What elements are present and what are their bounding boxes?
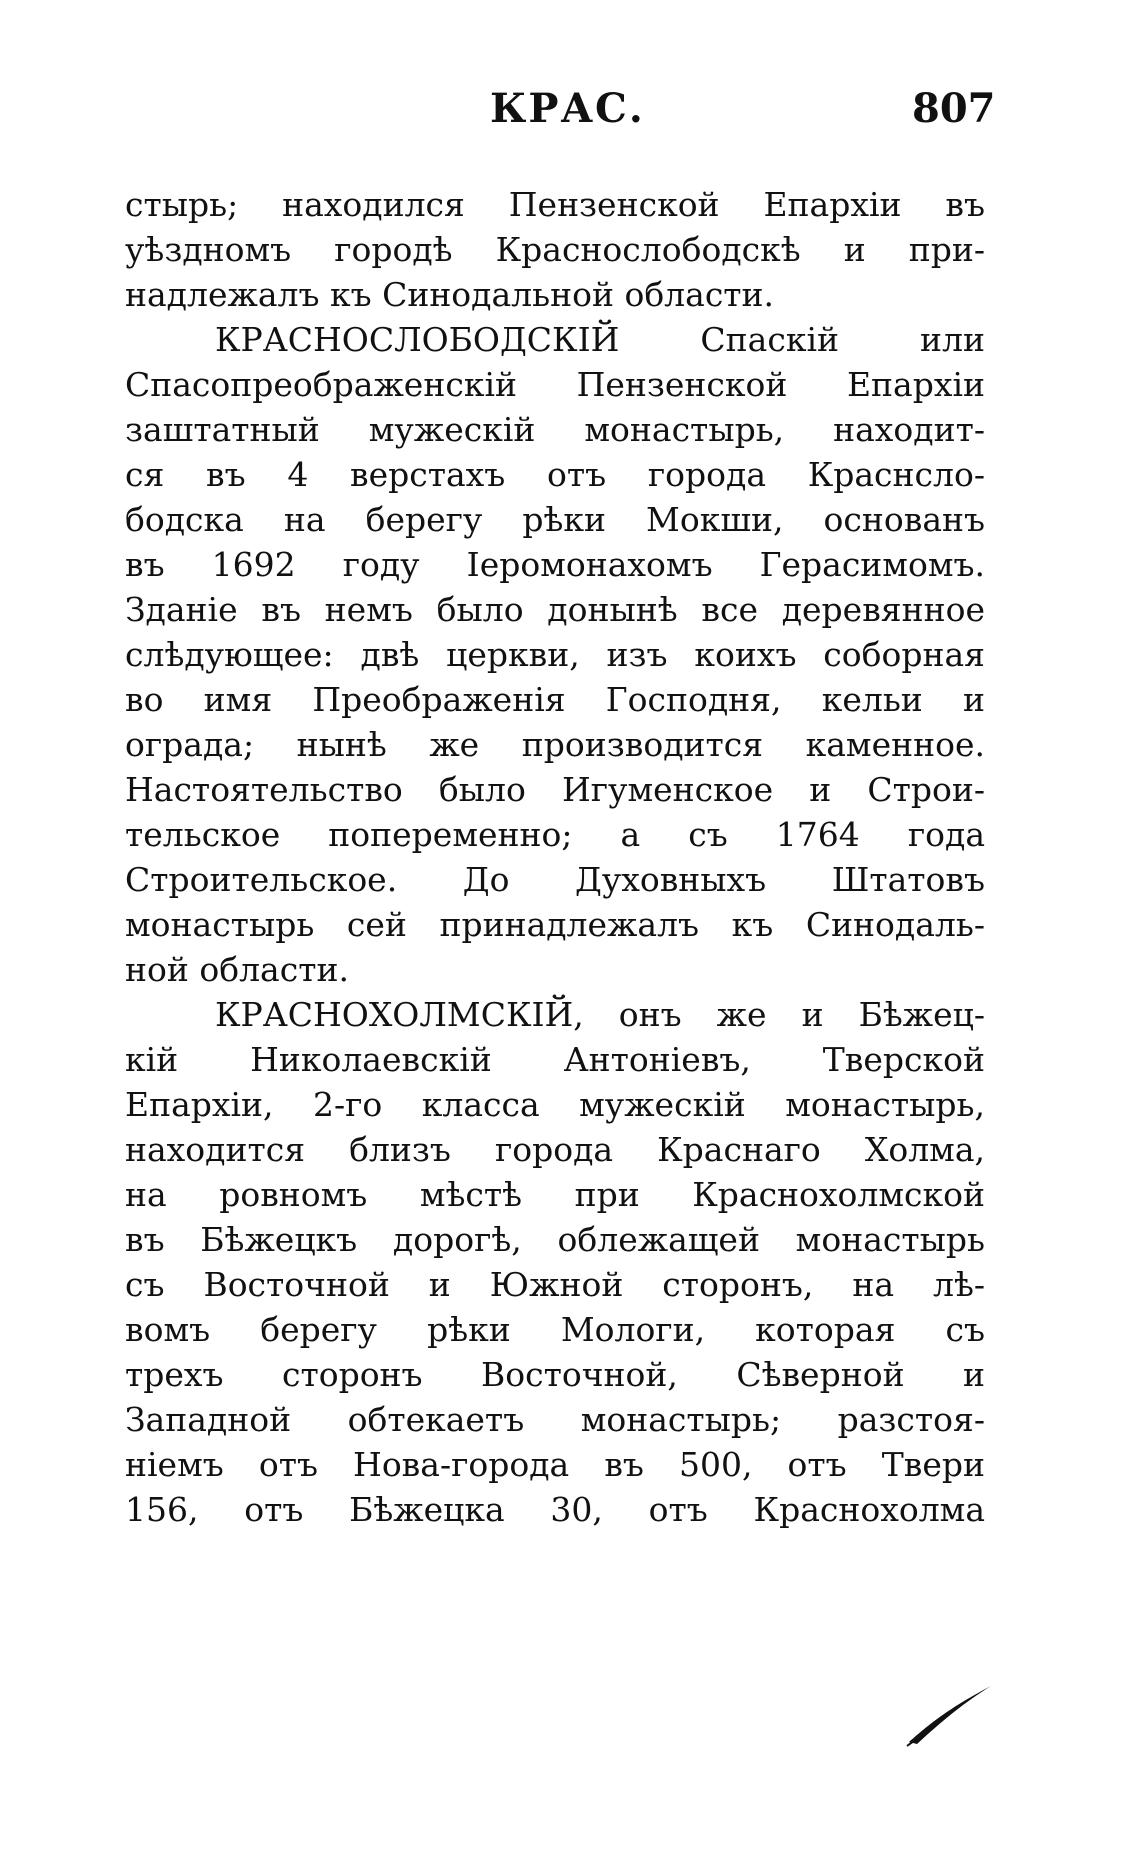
entry-heading-line: КРАСНОХОЛМСКІЙ, онъ же и Бѣжец-: [215, 995, 985, 1034]
text-line: во имя Преображенія Господня, кельи и: [125, 680, 985, 719]
text-line: трехъ сторонъ Восточной, Сѣверной и: [125, 1355, 985, 1394]
text-line: ограда; нынѣ же производится каменное.: [125, 725, 985, 764]
text-line: находится близъ города Краснаго Холма,: [125, 1130, 985, 1169]
text-line: надлежалъ къ Синодальной области.: [125, 275, 775, 314]
text-line: слѣдующее: двѣ церкви, изъ коихъ соборная: [125, 635, 985, 674]
text-line: Западной обтекаетъ монастырь; разстоя-: [125, 1400, 985, 1439]
ink-flourish-icon: [905, 1680, 995, 1750]
text-line: на ровномъ мѣстѣ при Краснохолмской: [125, 1175, 985, 1214]
entry-heading-line: КРАСНОСЛОБОДСКІЙ Спаскій или: [215, 320, 985, 359]
text-line: вомъ берегу рѣки Мологи, которая съ: [125, 1310, 985, 1349]
text-line: съ Восточной и Южной сторонъ, на лѣ-: [125, 1265, 985, 1304]
text-line: 156, отъ Бѣжецка 30, отъ Краснохолма: [125, 1490, 985, 1529]
text-line: кій Николаевскій Антоніевъ, Тверской: [125, 1040, 985, 1079]
text-line: Настоятельство было Игуменское и Строи-: [125, 770, 985, 809]
text-line: Строительское. До Духовныхъ Штатовъ: [125, 860, 985, 899]
text-line: въ 1692 году Іеромонахомъ Герасимомъ.: [125, 545, 985, 584]
text-line: ся въ 4 верстахъ отъ города Краснсло-: [125, 455, 985, 494]
text-line: стырь; находился Пензенской Епархіи въ: [125, 185, 985, 224]
text-line: заштатный мужескій монастырь, находит-: [125, 410, 985, 449]
running-title: КРАС.: [490, 85, 645, 132]
text-line: въ Бѣжецкъ дорогѣ, облежащей монастырь: [125, 1220, 985, 1259]
page-number: 807: [912, 85, 996, 132]
text-line: бодска на берегу рѣки Мокши, основанъ: [125, 500, 985, 539]
text-line: тельское попеременно; а съ 1764 года: [125, 815, 985, 854]
body-text: [125, 182, 985, 1532]
text-line: монастырь сей принадлежалъ къ Синодаль-: [125, 905, 985, 944]
text-line: Спасопреображенскій Пензенской Епархіи: [125, 365, 985, 404]
text-line: уѣздномъ городѣ Краснослободскѣ и при-: [125, 230, 985, 269]
text-line: ной области.: [125, 950, 349, 989]
text-line: ніемъ отъ Нова-города въ 500, отъ Твери: [125, 1445, 985, 1484]
text-line: Зданіе въ немъ было донынѣ все деревянное: [125, 590, 985, 629]
text-line: Епархіи, 2-го класса мужескій монастырь,: [125, 1085, 985, 1124]
